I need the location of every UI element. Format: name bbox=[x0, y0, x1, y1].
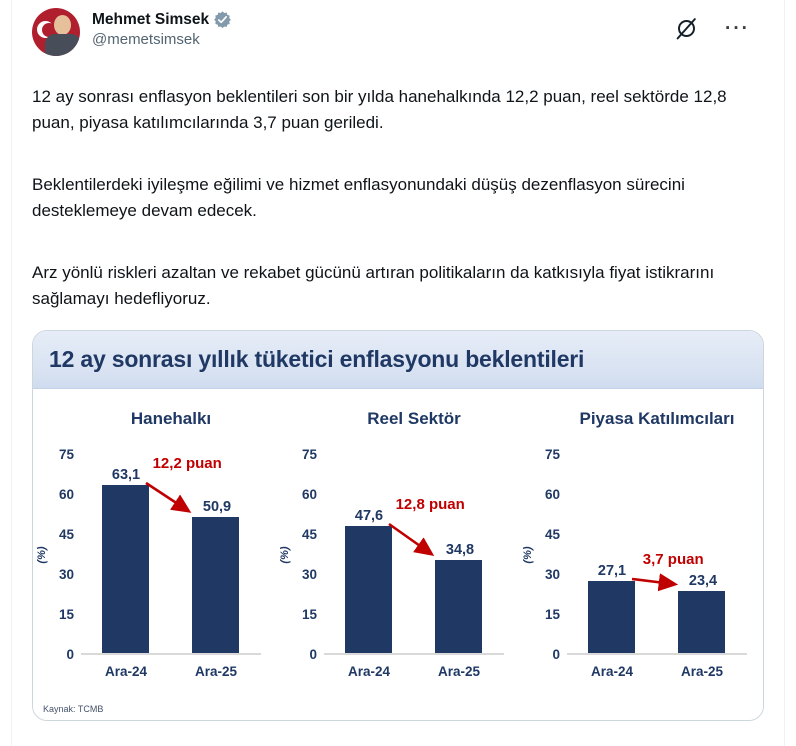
y-tick-label: 30 bbox=[301, 566, 317, 582]
bar bbox=[102, 485, 149, 653]
chart-panel bbox=[278, 409, 518, 682]
percent-axis-label: (%) bbox=[279, 546, 291, 564]
bar-value-label: 50,9 bbox=[202, 499, 232, 515]
panel-title: Reel Sektör bbox=[367, 409, 461, 428]
bar bbox=[192, 517, 239, 653]
avatar-face bbox=[54, 15, 71, 35]
author-name[interactable]: Mehmet Simsek bbox=[92, 10, 210, 28]
plot-area bbox=[521, 446, 761, 662]
bar bbox=[678, 591, 725, 653]
tweet-paragraph: 12 ay sonrası enflasyon beklentileri son bir yılda hanehalkında 12,2 puan, reel sektörde 12,8 puan, piyasa katılımcılarında 3,7 puan geriledi. bbox=[32, 87, 727, 132]
plot-area bbox=[278, 446, 518, 662]
avatar-suit bbox=[45, 34, 80, 56]
y-tick-label: 30 bbox=[544, 566, 560, 582]
chart-panel bbox=[521, 409, 761, 682]
bar bbox=[345, 526, 392, 653]
chart-panel bbox=[35, 409, 275, 682]
y-tick-label: 30 bbox=[58, 566, 74, 582]
bars-area bbox=[324, 455, 504, 655]
more-menu-button[interactable]: ··· bbox=[725, 17, 750, 39]
x-tick-label: Ara-24 bbox=[590, 664, 634, 679]
author-handle[interactable]: @memetsimsek bbox=[92, 31, 200, 48]
y-tick-label: 0 bbox=[309, 646, 317, 662]
avatar[interactable] bbox=[32, 8, 80, 56]
y-tick-label: 15 bbox=[58, 606, 74, 622]
tweet-text bbox=[32, 84, 764, 312]
x-tick-label: Ara-25 bbox=[680, 664, 724, 679]
y-tick-label: 75 bbox=[301, 446, 317, 462]
x-axis-labels bbox=[567, 664, 747, 682]
bars-area bbox=[81, 455, 261, 655]
bar bbox=[588, 581, 635, 653]
y-tick-label: 15 bbox=[544, 606, 560, 622]
chart-panels bbox=[33, 409, 763, 682]
change-annotation: 3,7 puan bbox=[642, 551, 704, 568]
y-tick-label: 60 bbox=[544, 486, 560, 502]
chart-image-attachment[interactable] bbox=[32, 330, 764, 721]
y-tick-label: 75 bbox=[58, 446, 74, 462]
x-tick-label: Ara-25 bbox=[194, 664, 238, 679]
bar-value-label: 34,8 bbox=[445, 542, 475, 558]
x-tick-label: Ara-25 bbox=[437, 664, 481, 679]
tweet-paragraph: Beklentilerdeki iyileşme eğilimi ve hizmet enflasyonundaki düşüş dezenflasyon sürecini desteklemeye devam edecek. bbox=[32, 175, 685, 220]
y-tick-label: 45 bbox=[301, 526, 317, 542]
panel-title: Piyasa Katılımcıları bbox=[579, 409, 735, 428]
change-annotation: 12,8 puan bbox=[395, 496, 465, 513]
y-axis bbox=[292, 446, 324, 662]
chart-title: 12 ay sonrası yıllık tüketici enflasyonu beklentileri bbox=[49, 346, 585, 372]
y-tick-label: 15 bbox=[301, 606, 317, 622]
tweet-paragraph: Arz yönlü riskleri azaltan ve rekabet gücünü artıran politikaların da katkısıyla fiyat istikrarını sağlamayı hedefliyoruz. bbox=[32, 263, 715, 308]
y-tick-label: 45 bbox=[544, 526, 560, 542]
bar-value-label: 47,6 bbox=[354, 508, 384, 524]
y-axis bbox=[49, 446, 81, 662]
bars-area bbox=[567, 455, 747, 655]
y-tick-label: 60 bbox=[301, 486, 317, 502]
y-tick-label: 60 bbox=[58, 486, 74, 502]
plot-area bbox=[35, 446, 275, 662]
panel-title: Hanehalkı bbox=[130, 409, 212, 428]
grok-slash-circle-icon bbox=[674, 16, 699, 41]
y-tick-label: 45 bbox=[58, 526, 74, 542]
change-annotation: 12,2 puan bbox=[152, 455, 222, 472]
verified-badge-icon bbox=[213, 10, 232, 29]
bar-value-label: 63,1 bbox=[111, 467, 141, 483]
y-tick-label: 75 bbox=[544, 446, 560, 462]
grok-button[interactable] bbox=[674, 16, 699, 41]
chart-source: Kaynak: TCMB bbox=[43, 704, 104, 714]
y-tick-label: 0 bbox=[66, 646, 74, 662]
bar-value-label: 23,4 bbox=[688, 573, 718, 589]
timeline-column bbox=[11, 0, 785, 746]
y-axis bbox=[535, 446, 567, 662]
x-tick-label: Ara-24 bbox=[347, 664, 391, 679]
x-axis-labels bbox=[81, 664, 261, 682]
x-axis-labels bbox=[324, 664, 504, 682]
x-tick-label: Ara-24 bbox=[104, 664, 148, 679]
bar bbox=[435, 560, 482, 653]
chart-body bbox=[33, 389, 763, 720]
percent-axis-label: (%) bbox=[36, 546, 48, 564]
bar-value-label: 27,1 bbox=[597, 563, 627, 579]
tweet-header bbox=[32, 8, 764, 56]
percent-axis-label: (%) bbox=[522, 546, 534, 564]
chart-title-banner bbox=[33, 331, 763, 389]
y-tick-label: 0 bbox=[552, 646, 560, 662]
